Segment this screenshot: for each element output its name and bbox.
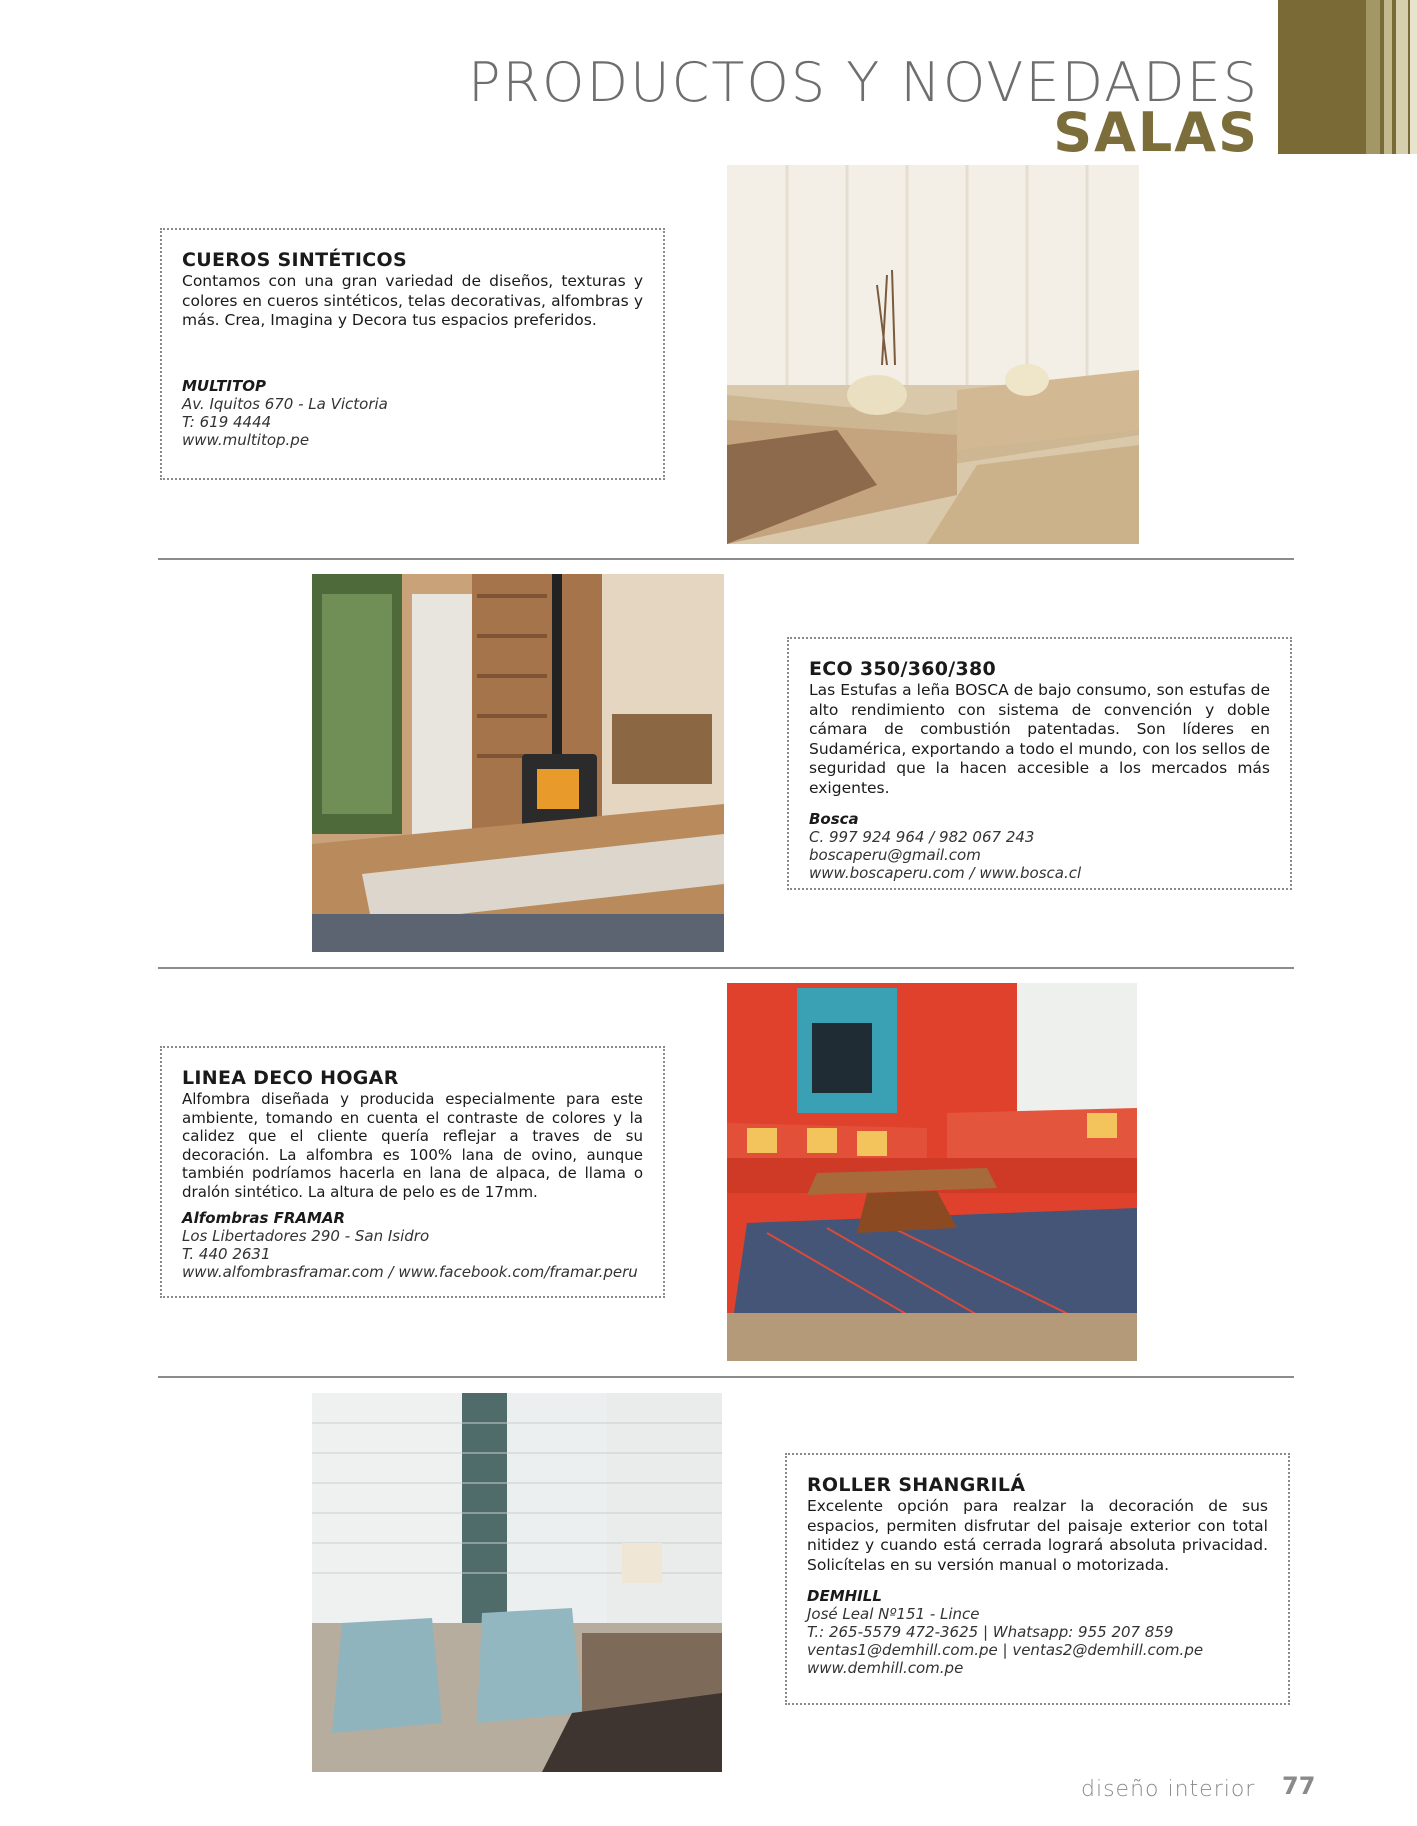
contact-website: www.multitop.pe: [182, 430, 310, 449]
page-number: 77: [1282, 1772, 1316, 1800]
contact-address: Av. Iquitos 670 - La Victoria: [182, 394, 388, 413]
magazine-name: diseño interior: [1081, 1777, 1256, 1802]
product-description: Excelente opción para realzar la decoración de sus espacios, permiten disfrutar del paisaje exterior con total nitidez y cuando está cerrada logrará absoluta privacidad. Solicítelas en su versión manual o motorizada.: [807, 1497, 1268, 1574]
section-subtitle: SALAS: [1053, 101, 1259, 164]
company-name: Alfombras FRAMAR: [182, 1209, 346, 1227]
product-box-deco-hogar: [160, 1046, 665, 1298]
section-divider: [158, 967, 1294, 969]
company-name: MULTITOP: [182, 376, 266, 395]
product-photo-blinds: [312, 1393, 722, 1772]
corner-accent-block: [1278, 0, 1417, 154]
contact-website: www.boscaperu.com / www.bosca.cl: [809, 864, 1082, 882]
section-divider: [158, 1376, 1294, 1378]
contact-email: ventas1@demhill.com.pe | ventas2@demhill.com.pe: [807, 1641, 1204, 1659]
contact-address: Los Libertadores 290 - San Isidro: [182, 1227, 430, 1245]
product-photo-rug: [727, 983, 1137, 1361]
product-title: LINEA DECO HOGAR: [182, 1067, 399, 1089]
contact-phone: C. 997 924 964 / 982 067 243: [809, 828, 1035, 846]
contact-phone: T: 619 4444: [182, 412, 272, 431]
product-box-roller: [785, 1453, 1290, 1705]
product-title: ROLLER SHANGRILÁ: [807, 1474, 1026, 1496]
contact-address: José Leal Nº151 - Lince: [807, 1605, 980, 1623]
product-description: Las Estufas a leña BOSCA de bajo consumo, son estufas de alto rendimiento con sistema de convención y doble cámara de combustión patentadas. Son líderes en Sudamérica, exportando a todo el mundo, con los sellos de seguridad que la hacen accesible a los mercados más exigentes.: [809, 681, 1270, 797]
page-title: PRODUCTOS Y NOVEDADES: [467, 51, 1259, 114]
contact-email: boscaperu@gmail.com: [809, 846, 981, 864]
product-description: Contamos con una gran variedad de diseños, texturas y colores en cueros sintéticos, telas decorativas, alfombras y más. Crea, Imagina y Decora tus espacios preferidos.: [182, 272, 643, 329]
product-box-eco: [787, 637, 1292, 890]
product-title: ECO 350/360/380: [809, 658, 997, 680]
contact-website: www.demhill.com.pe: [807, 1659, 964, 1677]
accent-stripe: [1366, 0, 1380, 154]
company-name: DEMHILL: [807, 1587, 882, 1605]
product-photo-stove: [312, 574, 724, 952]
company-name: Bosca: [809, 810, 859, 828]
contact-phone: T.: 265-5579 472-3625 | Whatsapp: 955 207 859: [807, 1623, 1174, 1641]
section-divider: [158, 558, 1294, 560]
accent-stripe: [1410, 0, 1417, 154]
product-title: CUEROS SINTÉTICOS: [182, 249, 407, 271]
product-box-cueros: [160, 228, 665, 480]
accent-stripe: [1396, 0, 1408, 154]
accent-stripe: [1384, 0, 1392, 154]
contact-phone: T. 440 2631: [182, 1245, 271, 1263]
contact-website: www.alfombrasframar.com / www.facebook.com/framar.peru: [182, 1263, 638, 1281]
product-description: Alfombra diseñada y producida especialmente para este ambiente, tomando en cuenta el contraste de colores y la calidez que el cliente quería reflejar a traves de su decoración. La alfombra es 100% lana de ovino, aunque también podríamos hacerla en lana de alpaca, de llama o dralón sintético. La altura de pelo es de 17mm.: [182, 1090, 643, 1201]
product-photo-sofa: [727, 165, 1139, 544]
